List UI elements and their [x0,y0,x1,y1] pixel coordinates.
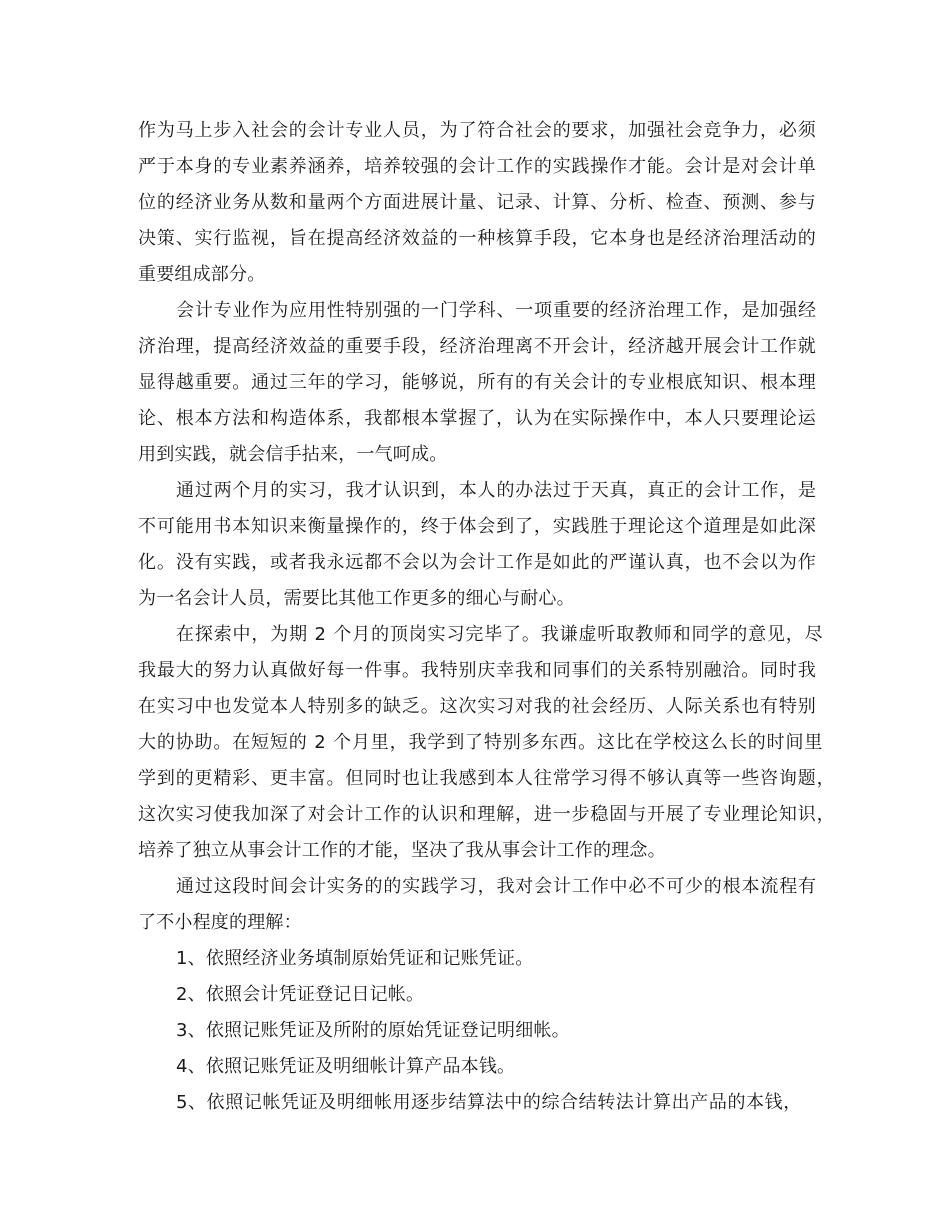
paragraph-4-line-1: 在探索中，为期 2 个月的顶岗实习完毕了。我谦虚听取教师和同学的意见，尽 [176,624,824,645]
paragraph-2-line-1: 会计专业作为应用性特别强的一门学科、一项重要的经济治理工作，是加强经 [176,300,817,321]
list-item-5: 5、依照记帐凭证及明细帐用逐步结算法中的综合结转法计算出产品的本钱， [176,1092,802,1113]
paragraph-4-line-6: 这次实习使我加深了对会计工作的认识和理解，进一步稳固与开展了专业理论知识， [138,804,836,825]
paragraph-3-line-4: 为一名会计人员，需要比其他工作更多的细心与耐心。 [138,588,575,609]
paragraph-3-line-3: 化。没有实践，或者我永远都不会以为会计工作是如此的严谨认真，也不会以为作 [138,552,817,573]
paragraph-4-line-7: 培养了独立从事会计工作的才能，坚决了我从事会计工作的理念。 [138,840,666,861]
list-item-1: 1、依照经济业务填制原始凭证和记账凭证。 [176,948,534,969]
paragraph-1-line-3: 位的经济业务从数和量两个方面进展计量、记录、计算、分析、检查、预测、参与 [138,192,817,213]
paragraph-3-line-1: 通过两个月的实习，我才认识到，本人的办法过于天真，真正的会计工作，是 [176,480,817,501]
paragraph-4-line-2: 我最大的努力认真做好每一件事。我特别庆幸我和同事们的关系特别融洽。同时我 [138,660,817,681]
list-item-2: 2、依照会计凭证登记日记帐。 [176,984,425,1005]
list-item-3: 3、依照记账凭证及所附的原始凭证登记明细帐。 [176,1020,570,1041]
paragraph-1-line-2: 严于本身的专业素养涵养，培养较强的会计工作的实践操作才能。会计是对会计单 [138,156,817,177]
paragraph-4-line-5: 学到的更精彩、更丰富。但同时也让我感到本人往常学习得不够认真等一些咨询题， [138,768,836,789]
paragraph-3-line-2: 不可能用书本知识来衡量操作的，终于体会到了，实践胜于理论这个道理是如此深 [138,516,817,537]
paragraph-1-line-5: 重要组成部分。 [138,264,266,285]
list-item-4: 4、依照记账凭证及明细帐计算产品本钱。 [176,1056,516,1077]
paragraph-5-line-2: 了不小程度的理解： [138,912,302,933]
paragraph-1-line-1: 作为马上步入社会的会计专业人员，为了符合社会的要求，加强社会竞争力，必须 [138,120,817,141]
paragraph-5-line-1: 通过这段时间会计实务的的实践学习，我对会计工作中必不可少的根本流程有 [176,876,817,897]
paragraph-2-line-5: 用到实践，就会信手拈来，一气呵成。 [138,444,448,465]
paragraph-1-line-4: 决策、实行监视，旨在提高经济效益的一种核算手段，它本身也是经济治理活动的 [138,228,817,249]
paragraph-2-line-4: 论、根本方法和构造体系，我都根本掌握了，认为在实际操作中，本人只要理论运 [138,408,817,429]
paragraph-4-line-3: 在实习中也发觉本人特别多的缺乏。这次实习对我的社会经历、人际关系也有特别 [138,696,817,717]
paragraph-2-line-2: 济治理，提高经济效益的重要手段，经济治理离不开会计，经济越开展会计工作就 [138,336,817,357]
paragraph-2-line-3: 显得越重要。通过三年的学习，能够说，所有的有关会计的专业根底知识、根本理 [138,372,817,393]
paragraph-4-line-4: 大的协助。在短短的 2 个月里，我学到了特别多东西。这比在学校这么长的时间里 [138,732,824,753]
